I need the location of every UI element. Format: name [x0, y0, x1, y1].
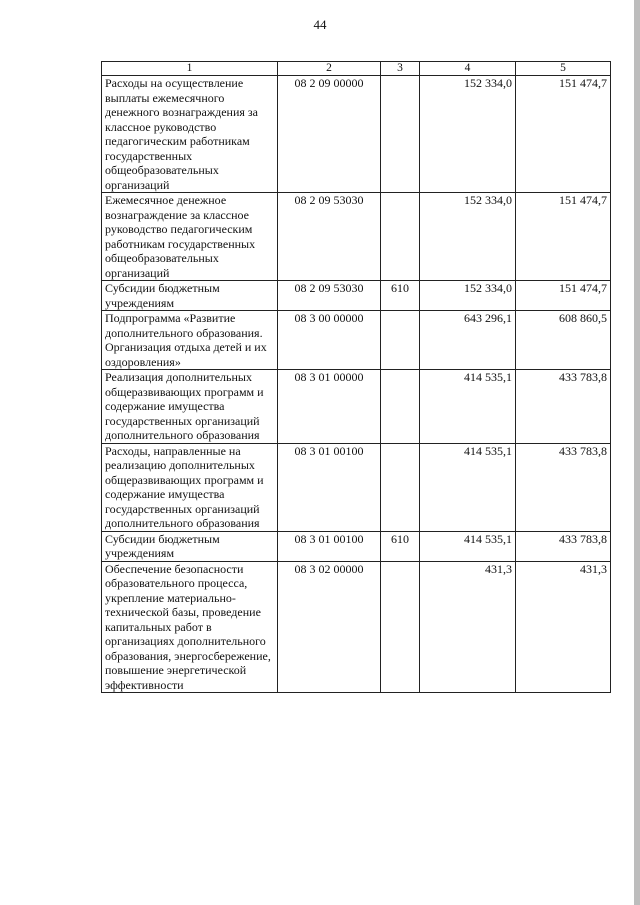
row-value-1: 414 535,1 [420, 443, 516, 531]
row-value-1: 643 296,1 [420, 311, 516, 370]
row-kvr [381, 561, 420, 693]
row-value-2: 608 860,5 [516, 311, 611, 370]
table-row [102, 193, 611, 281]
row-kvr [381, 193, 420, 281]
budget-table [101, 61, 611, 693]
table-row [102, 370, 611, 444]
row-code: 08 2 09 53030 [278, 193, 381, 281]
header-col-1: 1 [102, 62, 278, 76]
row-value-1: 152 334,0 [420, 281, 516, 311]
table-row [102, 561, 611, 693]
row-name: Ежемесячное денежное вознаграждение за классное руководство педагогическим работникам государственных общеобразовательных организаций [102, 193, 278, 281]
row-value-2: 433 783,8 [516, 443, 611, 531]
row-value-1: 152 334,0 [420, 193, 516, 281]
table-header-row [102, 62, 611, 76]
row-kvr [381, 443, 420, 531]
row-name: Реализация дополнительных общеразвивающих программ и содержание имущества государственных организаций дополнительного образования [102, 370, 278, 444]
row-name: Расходы на осуществление выплаты ежемесячного денежного вознаграждения за классное руководство педагогическим работникам государственных общеобразовательных организаций [102, 76, 278, 193]
header-col-2: 2 [278, 62, 381, 76]
table-row [102, 443, 611, 531]
row-name: Субсидии бюджетным учреждениям [102, 531, 278, 561]
row-kvr [381, 370, 420, 444]
row-code: 08 3 00 00000 [278, 311, 381, 370]
row-name: Субсидии бюджетным учреждениям [102, 281, 278, 311]
table-row [102, 76, 611, 193]
row-value-2: 151 474,7 [516, 76, 611, 193]
row-value-1: 414 535,1 [420, 531, 516, 561]
page-number: 44 [313, 17, 327, 32]
row-value-2: 151 474,7 [516, 193, 611, 281]
table-row [102, 531, 611, 561]
header-col-5: 5 [516, 62, 611, 76]
row-name: Обеспечение безопасности образовательного процесса, укрепление материально-технической базы, проведение капитальных работ в организациях дополнительного образования, энергосбережение, повышение энергетической эффективности [102, 561, 278, 693]
row-code: 08 2 09 00000 [278, 76, 381, 193]
row-value-2: 151 474,7 [516, 281, 611, 311]
row-kvr: 610 [381, 281, 420, 311]
header-col-3: 3 [381, 62, 420, 76]
row-value-2: 433 783,8 [516, 531, 611, 561]
row-code: 08 3 02 00000 [278, 561, 381, 693]
row-name: Расходы, направленные на реализацию дополнительных общеразвивающих программ и содержание имущества государственных организаций дополнительного образования [102, 443, 278, 531]
row-value-1: 152 334,0 [420, 76, 516, 193]
row-kvr [381, 311, 420, 370]
row-value-2: 431,3 [516, 561, 611, 693]
row-kvr [381, 76, 420, 193]
row-code: 08 3 01 00100 [278, 531, 381, 561]
row-kvr: 610 [381, 531, 420, 561]
row-value-2: 433 783,8 [516, 370, 611, 444]
row-value-1: 414 535,1 [420, 370, 516, 444]
header-col-4: 4 [420, 62, 516, 76]
table-row [102, 281, 611, 311]
table-row [102, 311, 611, 370]
row-code: 08 2 09 53030 [278, 281, 381, 311]
scan-edge [634, 0, 640, 905]
row-value-1: 431,3 [420, 561, 516, 693]
row-code: 08 3 01 00100 [278, 443, 381, 531]
row-code: 08 3 01 00000 [278, 370, 381, 444]
row-name: Подпрограмма «Развитие дополнительного образования. Организация отдыха детей и их оздоровления» [102, 311, 278, 370]
